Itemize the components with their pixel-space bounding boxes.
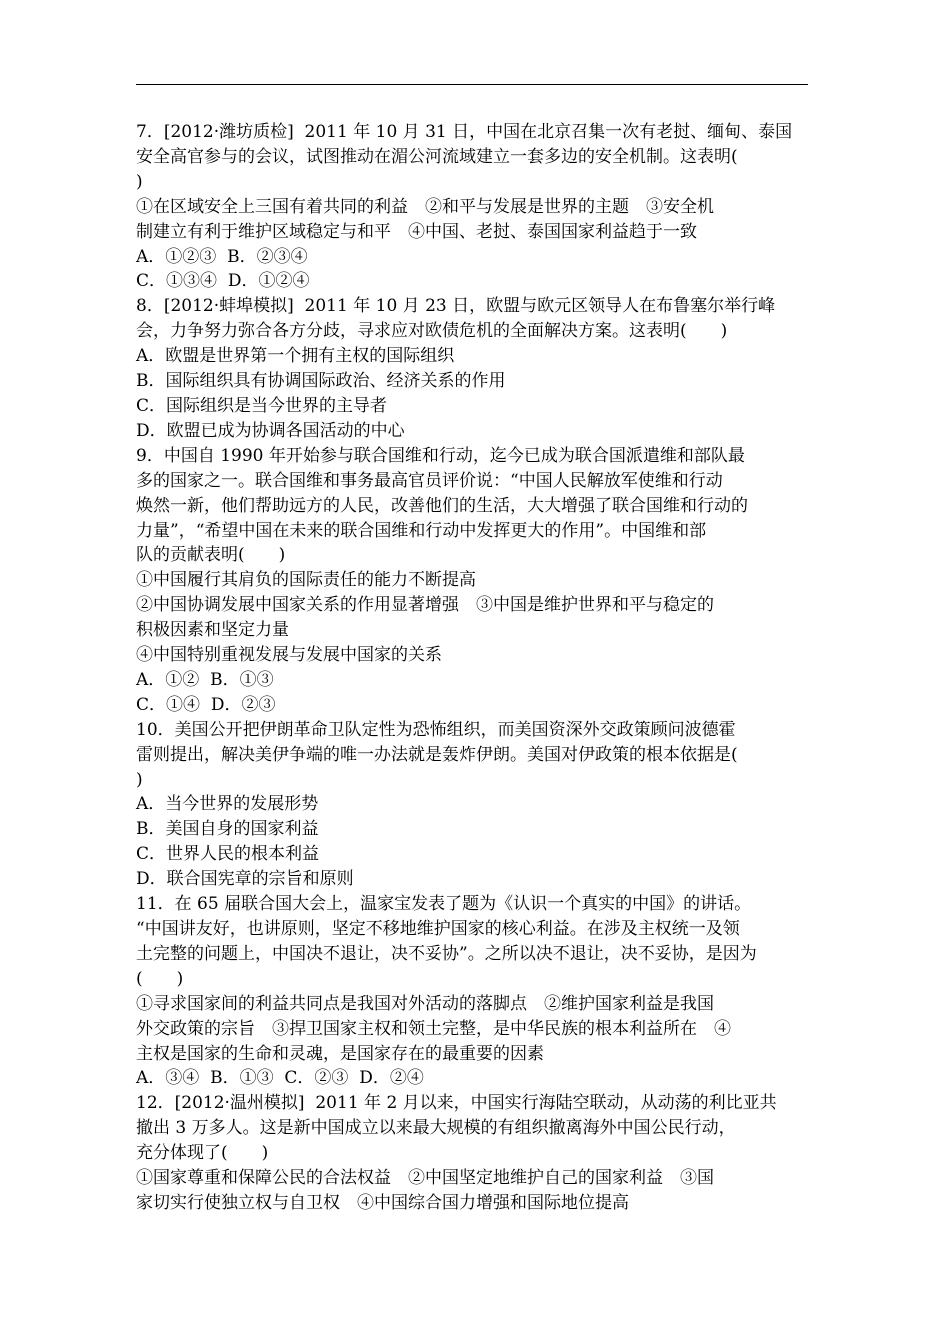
question-text-line: 会，力争努力弥合各方分歧，寻求应对欧债危机的全面解决方案。这表明( ) [136,321,728,342]
question-text-line: B．美国自身的国家利益 [136,819,319,840]
question-text-line: D．欧盟已成为协调各国活动的中心 [136,420,405,441]
question-block [136,120,808,294]
question-text-line: A．欧盟是世界第一个拥有主权的国际组织 [136,346,455,367]
question-text-line: D．联合国宪章的宗旨和原则 [136,869,354,890]
question-text-line: 积极因素和坚定力量 [136,620,289,641]
question-text-line: 队的贡献表明( ) [136,545,286,566]
question-text-line: A．①② B．①③ [136,669,274,690]
question-text-line: ②中国协调发展中国家关系的作用显著增强 ③中国是维护世界和平与稳定的 [136,595,714,616]
question-text-line: 外交政策的宗旨 ③捍卫国家主权和领土完整，是中华民族的根本利益所在 ④ [136,1018,731,1039]
question-text-line: A．③④ B．①③ C．②③ D．②④ [136,1068,424,1089]
question-text-line: 力量”，“希望中国在未来的联合国维和行动中发挥更大的作用”。中国维和部 [136,520,707,541]
question-text-line: 制建立有利于维护区域稳定与和平 ④中国、老挝、泰国国家利益趋于一致 [136,221,697,242]
question-text-line: C．①④ D．②③ [136,694,276,715]
question-text-line: ) [136,171,143,192]
question-text-line: ①国家尊重和保障公民的合法权益 ②中国坚定地维护自己的国家利益 ③国 [136,1168,714,1189]
header-rule [136,84,808,85]
question-text-line: C．世界人民的根本利益 [136,844,320,865]
question-text-line: 雷则提出，解决美伊争端的唯一办法就是轰炸伊朗。美国对伊政策的根本依据是( [136,744,738,765]
question-text-line: 充分体现了( ) [136,1143,269,1164]
question-text-line: 土完整的问题上，中国决不退让，决不妥协”。之所以决不退让，决不妥协，是因为 [136,943,757,964]
question-text-line: ①寻求国家间的利益共同点是我国对外活动的落脚点 ②维护国家利益是我国 [136,993,714,1014]
question-text-line: ) [136,769,143,790]
question-text-line: 8．[2012·蚌埠模拟] 2011 年 10 月 23 日，欧盟与欧元区领导人在布鲁塞尔举行峰 [136,296,776,317]
question-text-line: ①在区域安全上三国有着共同的利益 ②和平与发展是世界的主题 ③安全机 [136,196,714,217]
question-text-line: A．当今世界的发展形势 [136,794,319,815]
question-text-line: 安全高官参与的会议，试图推动在湄公河流域建立一套多边的安全机制。这表明( [136,146,738,167]
question-text-line: ①中国履行其肩负的国际责任的能力不断提高 [136,570,476,591]
question-text-line: 11．在 65 届联合国大会上，温家宝发表了题为《认识一个真实的中国》的讲话。 [136,894,752,915]
question-block [136,1091,808,1216]
question-text-line: 10．美国公开把伊朗革命卫队定性为恐怖组织，而美国资深外交政策顾问波德霍 [136,719,736,740]
question-text-line: ( ) [136,968,184,989]
question-text-line: C．①③④ D．①②④ [136,271,310,292]
question-block [136,892,808,1091]
question-text-line: 主权是国家的生命和灵魂，是国家存在的最重要的因素 [136,1043,544,1064]
question-text-line: 焕然一新，他们帮助远方的人民，改善他们的生活，大大增强了联合国维和行动的 [136,495,748,516]
question-text-line: A．①②③ B．②③④ [136,246,308,267]
question-text-line: ④中国特别重视发展与发展中国家的关系 [136,645,442,666]
question-block [136,294,808,443]
question-text-line: B．国际组织具有协调国际政治、经济关系的作用 [136,371,506,392]
question-text-line: 多的国家之一。联合国维和事务最高官员评价说：“中国人民解放军使维和行动 [136,470,723,491]
question-text-line: 12．[2012·温州模拟] 2011 年 2 月以来，中国实行海陆空联动，从动荡的利比亚共 [136,1093,777,1114]
question-text-line: 7．[2012·潍坊质检] 2011 年 10 月 31 日，中国在北京召集一次有老挝、缅甸、泰国 [136,122,793,142]
question-text-line: “中国讲友好，也讲原则，坚定不移地维护国家的核心利益。在涉及主权统一及领 [136,919,740,939]
question-block [136,444,808,718]
question-text-line: C．国际组织是当今世界的主导者 [136,395,388,416]
question-text-line: 9．中国自 1990 年开始参与联合国维和行动，迄今已成为联合国派遣维和部队最 [136,445,745,466]
question-text-line: 撤出 3 万多人。这是新中国成立以来最大规模的有组织撤离海外中国公民行动， [136,1118,736,1139]
question-text-line: 家切实行使独立权与自卫权 ④中国综合国力增强和国际地位提高 [136,1192,629,1213]
question-list [136,120,808,1216]
question-block [136,718,808,892]
